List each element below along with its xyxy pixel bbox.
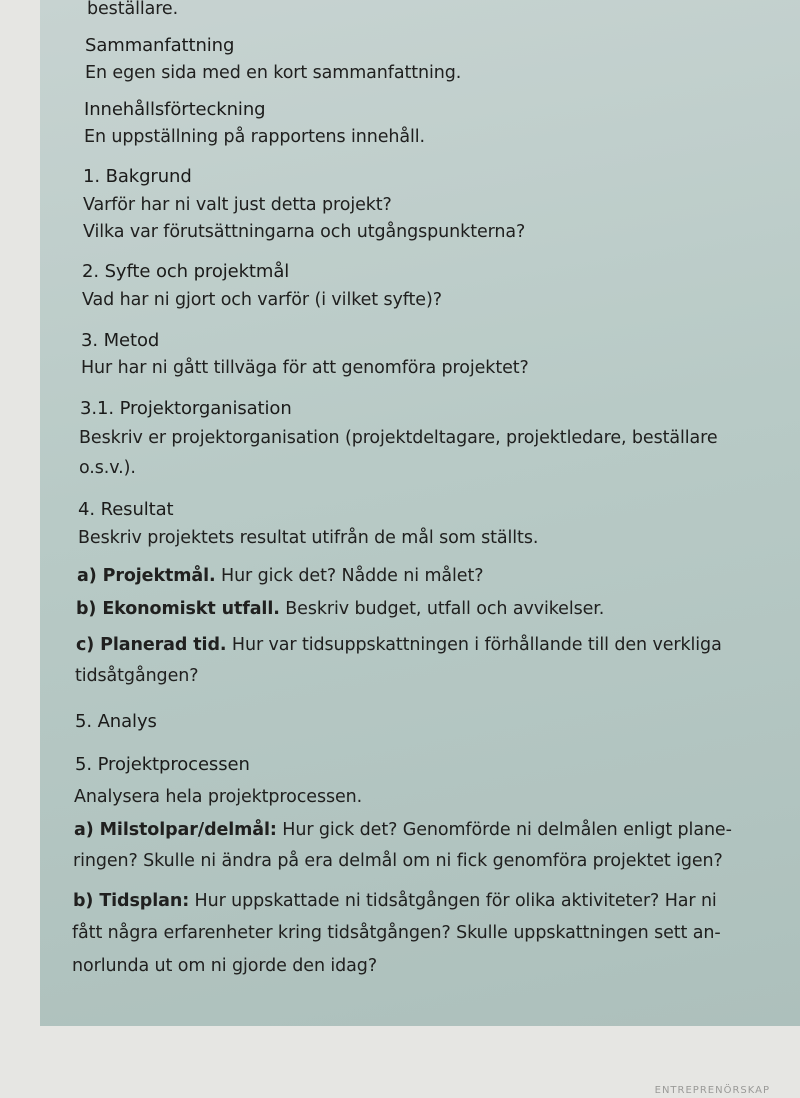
process-text: Analysera hela projektprocessen.	[74, 787, 363, 807]
background-line-1: Varför har ni valt just detta projekt?	[83, 195, 392, 215]
background-line-2: Vilka var förutsättningarna och utgångspunkterna?	[83, 222, 526, 242]
result-text: Beskriv projektets resultat utifrån de mål som ställts.	[78, 528, 539, 548]
footer-mark: ENTREPRENÖRSKAP	[654, 1085, 770, 1096]
document-panel	[40, 0, 800, 1026]
process-item-a-label: a) Milstolpar/delmål:	[74, 820, 277, 840]
organisation-line-1: Beskriv er projektorganisation (projektdeltagare, projektledare, beställare	[79, 428, 718, 448]
background-heading: 1. Bakgrund	[83, 166, 192, 187]
process-item-a-line-2: ringen? Skulle ni ändra på era delmål om ni fick genomföra projektet igen?	[73, 851, 723, 871]
process-item-b	[73, 890, 717, 912]
summary-heading: Sammanfattning	[85, 35, 235, 56]
result-item-a-label: a) Projektmål.	[77, 566, 216, 586]
result-item-c-line-2: tidsåtgången?	[75, 666, 199, 686]
organisation-heading: 3.1. Projektorganisation	[80, 398, 292, 419]
process-item-b-text: Hur uppskattade ni tidsåtgången för olika aktiviteter? Har ni	[189, 891, 717, 911]
result-item-b	[76, 598, 604, 620]
intro-tail: beställare.	[87, 0, 179, 19]
purpose-heading: 2. Syfte och projektmål	[82, 261, 290, 282]
process-item-a-text: Hur gick det? Genomförde ni delmålen enligt plane-	[276, 820, 732, 840]
result-item-a-text: Hur gick det? Nådde ni målet?	[215, 566, 484, 586]
result-heading: 4. Resultat	[78, 499, 174, 520]
result-item-c-text: Hur var tidsuppskattningen i förhållande till den verkliga	[226, 635, 722, 655]
result-item-b-text: Beskriv budget, utfall och avvikelser.	[279, 599, 605, 619]
process-item-a	[74, 819, 732, 841]
toc-text: En uppställning på rapportens innehåll.	[84, 127, 426, 147]
organisation-line-2: o.s.v.).	[79, 458, 136, 478]
result-item-b-label: b) Ekonomiskt utfall.	[76, 599, 280, 619]
process-item-b-line-2: fått några erfarenheter kring tidsåtgången? Skulle uppskattningen sett an-	[72, 923, 721, 943]
summary-text: En egen sida med en kort sammanfattning.	[85, 63, 462, 83]
purpose-text: Vad har ni gjort och varför (i vilket syfte)?	[82, 290, 442, 310]
analysis-heading: 5. Analys	[75, 711, 157, 732]
method-heading: 3. Metod	[81, 330, 160, 351]
process-item-b-line-3: norlunda ut om ni gjorde den idag?	[72, 956, 378, 976]
method-text: Hur har ni gått tillväga för att genomföra projektet?	[81, 358, 529, 378]
result-item-c-label: c) Planerad tid.	[76, 635, 227, 655]
result-item-c	[76, 634, 722, 656]
toc-heading: Innehållsförteckning	[84, 99, 266, 120]
result-item-a	[77, 565, 483, 587]
process-item-b-label: b) Tidsplan:	[73, 891, 190, 911]
process-heading: 5. Projektprocessen	[75, 754, 250, 775]
